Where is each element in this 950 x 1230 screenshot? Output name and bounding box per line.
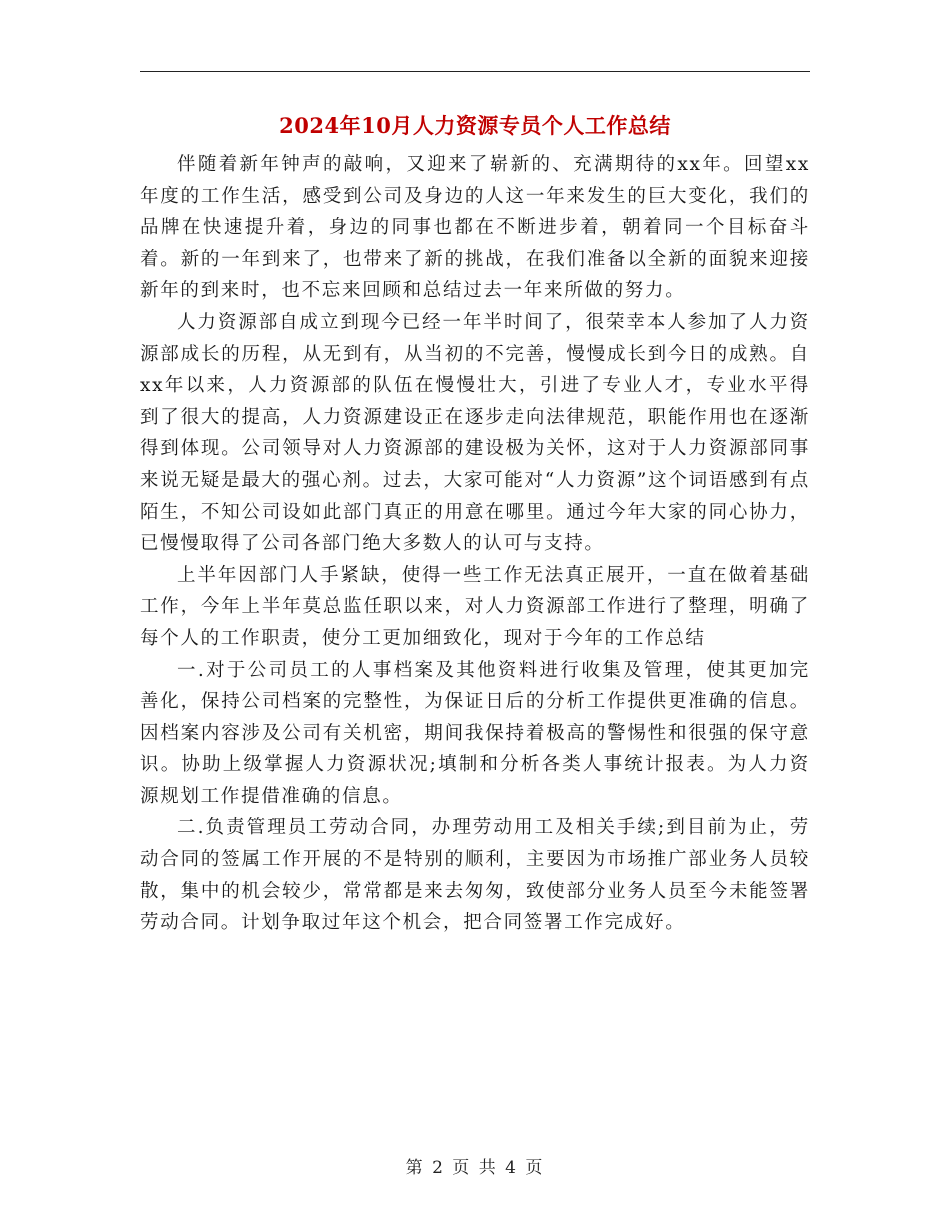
paragraph-4: 一.对于公司员工的人事档案及其他资料进行收集及管理，使其更加完善化，保持公司档案的完整性，为保证日后的分析工作提供更准确的信息。因档案内容涉及公司有关机密，期间我保持着极高的警惕性和很强的保守意识。协助上级掌握人力资源状况;填制和分析各类人事统计报表。为人力资源规划工作提借准确的信息。 — [140, 659, 810, 807]
paragraph-5: 二.负责管理员工劳动合同，办理劳动用工及相关手续;到目前为止，劳动合同的签属工作开展的不是特别的顺利，主要因为市场推广部业务人员较散，集中的机会较少，常常都是来去匆匆，致使部分业务人员至今未能签署劳动合同。计划争取过年这个机会，把合同签署工作完成好。 — [140, 817, 810, 934]
page-number: 第 2 页 共 4 页 — [405, 1158, 545, 1178]
header-rule — [140, 71, 810, 72]
document-title: 2024年10月人力资源专员个人工作总结 — [279, 113, 671, 138]
paragraph-3: 上半年因部门人手紧缺，使得一些工作无法真正展开，一直在做着基础工作，今年上半年莫总监任职以来，对人力资源部工作进行了整理，明确了每个人的工作职责，使分工更加细致化，现对于今年的工作总结 — [140, 564, 810, 649]
paragraph-1: 伴随着新年钟声的敲响，又迎来了崭新的、充满期待的xx年。回望xx年度的工作生活，感受到公司及身边的人这一年来发生的巨大变化，我们的品牌在快速提升着，身边的同事也都在不断进步着，朝着同一个目标奋斗着。新的一年到来了，也带来了新的挑战，在我们准备以全新的面貌来迎接新年的到来时，也不忘来回顾和总结过去一年来所做的努力。 — [140, 154, 810, 302]
document-body — [140, 149, 810, 939]
paragraph-2: 人力资源部自成立到现今已经一年半时间了，很荣幸本人参加了人力资源部成长的历程，从无到有，从当初的不完善，慢慢成长到今日的成熟。自xx年以来，人力资源部的队伍在慢慢壮大，引进了专业人才，专业水平得到了很大的提高，人力资源建设正在逐步走向法律规范，职能作用也在逐渐得到体现。公司领导对人力资源部的建设极为关怀，这对于人力资源部同事来说无疑是最大的强心剂。过去，大家可能对“人力资源”这个词语感到有点陌生，不知公司设如此部门真正的用意在哪里。通过今年大家的同心协力，已慢慢取得了公司各部门绝大多数人的认可与支持。 — [140, 311, 810, 555]
